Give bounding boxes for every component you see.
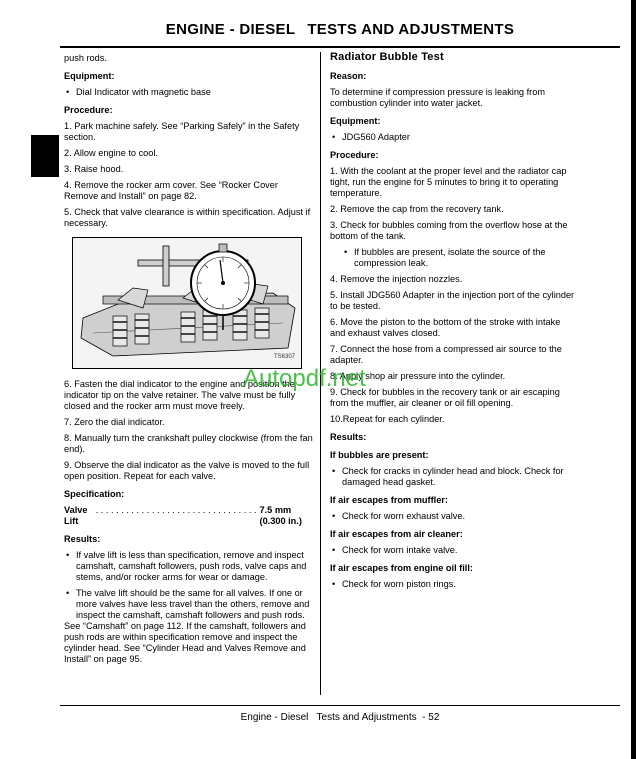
procedure-heading: Procedure: xyxy=(64,105,113,115)
procedure-step: 9. Observe the dial indicator as the valve is moved to the full open position. Repeat for each valve. xyxy=(64,460,310,481)
page-title xyxy=(60,21,620,38)
result-item: • Check for worn intake valve. xyxy=(330,545,578,556)
procedure-substep: • If bubbles are present, isolate the source of the compression leak. xyxy=(330,247,578,269)
procedure-step: 4. Remove the injection nozzles. xyxy=(330,274,463,284)
footer-rule xyxy=(60,705,620,706)
result-condition: If air escapes from engine oil fill: xyxy=(330,563,473,573)
spec-value: 7.5 mm (0.300 in.) xyxy=(259,505,302,526)
dial-indicator-illustration xyxy=(73,238,301,368)
section-title: Radiator Bubble Test xyxy=(330,51,444,63)
result-item: • If valve lift is less than specification, remove and inspect camshaft, camshaft followers, push rods, valve caps and stems, and/or rocker arms for wear or damage. xyxy=(64,550,314,583)
equipment-heading: Equipment: xyxy=(330,116,381,126)
equipment-item: • Dial Indicator with magnetic base xyxy=(64,87,314,98)
spec-label: Valve Lift xyxy=(64,505,88,526)
procedure-step: 10.Repeat for each cylinder. xyxy=(330,414,445,424)
results-heading: Results: xyxy=(330,432,367,442)
dial-indicator-figure xyxy=(72,237,302,369)
page-footer: Engine - Diesel Tests and Adjustments - 52 xyxy=(240,712,440,723)
watermark: Autopdf.net xyxy=(243,365,366,392)
result-condition: If air escapes from muffler: xyxy=(330,495,448,505)
procedure-step: 1. With the coolant at the proper level and the radiator cap tight, run the engine for 5 minutes to bring it to operating temperature. xyxy=(330,166,567,198)
procedure-step: 8. Apply shop air pressure into the cylinder. xyxy=(330,371,506,381)
procedure-step: 2. Allow engine to cool. xyxy=(64,148,158,158)
reason-text: To determine if compression pressure is leaking from combustion cylinder into water jacket. xyxy=(330,87,545,108)
procedure-step: 1. Park machine safely. See “Parking Safely” in the Safety section. xyxy=(64,121,300,142)
procedure-step: 3. Raise hood. xyxy=(64,164,124,174)
procedure-step: 4. Remove the rocker arm cover. See “Rocker Cover Remove and Install” on page 82. xyxy=(64,180,278,201)
equipment-item: • JDG560 Adapter xyxy=(330,132,578,143)
procedure-step: 3. Check for bubbles coming from the overflow hose at the bottom of the tank. xyxy=(330,220,568,241)
procedure-step: 7. Zero the dial indicator. xyxy=(64,417,165,427)
procedure-step: 5. Check that valve clearance is within specification. Adjust if necessary. xyxy=(64,207,311,228)
result-condition: If air escapes from air cleaner: xyxy=(330,529,463,539)
result-condition: If bubbles are present: xyxy=(330,450,429,460)
page-edge-bar xyxy=(631,0,636,759)
result-item: • The valve lift should be the same for all valves. If one or more valves have less travel than the others, remove and inspect the camshaft, camshaft followers and push rods. xyxy=(64,588,314,621)
intro-text: push rods. xyxy=(64,53,107,63)
result-item: • Check for worn piston rings. xyxy=(330,579,578,590)
procedure-step: 8. Manually turn the crankshaft pulley clockwise (from the fan end). xyxy=(64,433,313,454)
procedure-step: 9. Check for bubbles in the recovery tank or air escaping from the muffler, air cleaner or oil fill opening. xyxy=(330,387,560,408)
procedure-heading: Procedure: xyxy=(330,150,379,160)
procedure-step: 6. Move the piston to the bottom of the stroke with intake and exhaust valves closed. xyxy=(330,317,561,338)
title-subsection: TESTS AND ADJUSTMENTS xyxy=(307,21,515,38)
spec-leader: . . . . . . . . . . . . . . . . . . . . . . . . . . . . . . . . xyxy=(95,505,257,515)
title-section: ENGINE - DIESEL xyxy=(165,21,296,38)
procedure-step: 5. Install JDG560 Adapter in the injection port of the cylinder to be tested. xyxy=(330,290,575,311)
procedure-step: 6. Fasten the dial indicator to the engine and position the indicator tip on the valve retainer. The valve must be fully closed and the rocker arm must move freely. xyxy=(64,379,296,411)
left-column xyxy=(64,53,314,670)
specification-row xyxy=(64,505,314,527)
equipment-heading: Equipment: xyxy=(64,71,115,81)
results-heading: Results: xyxy=(64,534,101,544)
procedure-step: 7. Connect the hose from a compressed air source to the adapter. xyxy=(330,344,562,365)
right-column xyxy=(330,52,578,595)
section-tab-marker xyxy=(31,135,59,177)
figure-label: TS6307 xyxy=(273,354,295,360)
header-rule xyxy=(60,46,620,48)
result-item: • Check for cracks in cylinder head and block. Check for damaged head gasket. xyxy=(330,466,578,488)
specification-heading: Specification: xyxy=(64,489,125,499)
procedure-step: 2. Remove the cap from the recovery tank. xyxy=(330,204,504,214)
reason-heading: Reason: xyxy=(330,71,367,81)
result-note: See “Camshaft” on page 112. If the camshaft, followers and push rods are within specification remove and inspect the cylinder head. See “Cylinder Head and Valves Remove and Install” on page 95. xyxy=(64,621,306,664)
result-item: • Check for worn exhaust valve. xyxy=(330,511,578,522)
